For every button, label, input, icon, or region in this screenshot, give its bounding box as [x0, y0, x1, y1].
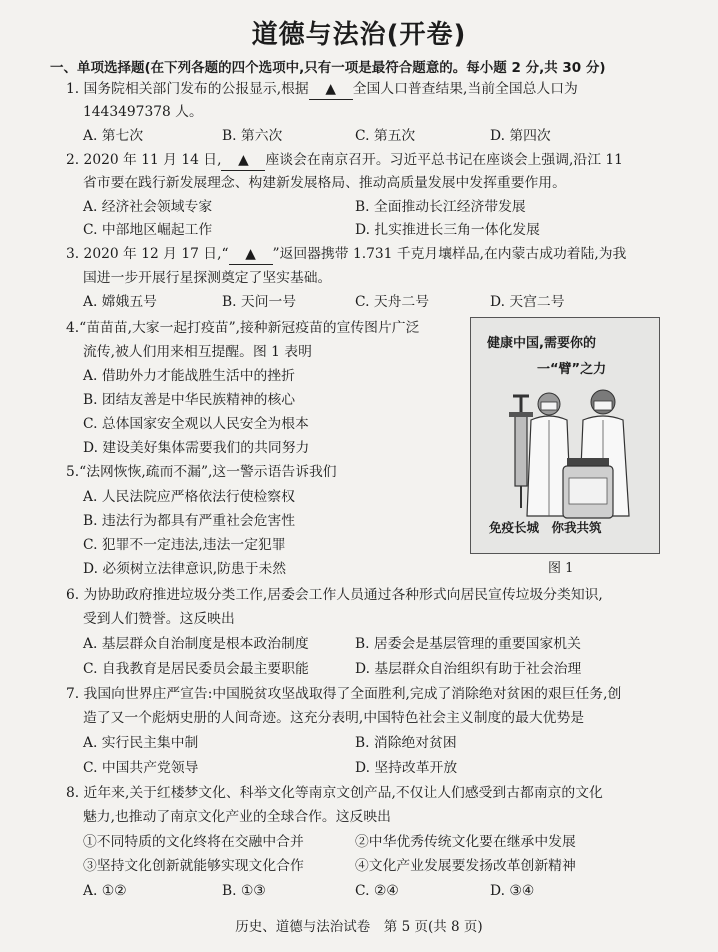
q6-option-d: D. 基层群众自治组织有助于社会治理 [355, 661, 582, 677]
q4-stem-line2: 流传,被人们用来相互提醒。图 1 表明 [83, 344, 312, 360]
q1-blank: ▲ [309, 79, 353, 100]
q4-option-c: C. 总体国家安全观以人民安全为根本 [83, 416, 309, 432]
q8-stem-line1: 8. 近年来,关于红楼梦文化、科举文化等南京文创产品,不仅让人们感受到古都南京的文化 [66, 785, 603, 801]
section-heading: 一、单项选择题(在下列各题的四个选项中,只有一项是最符合题意的。每小题 2 分,共 30 分) [50, 60, 606, 76]
q2-option-c: C. 中部地区崛起工作 [83, 222, 213, 238]
q7-option-b: B. 消除绝对贫困 [355, 735, 457, 751]
q1-option-a: A. 第七次 [83, 128, 144, 144]
q3-option-d: D. 天宫二号 [490, 294, 565, 310]
q8-statement-2: ②中华优秀传统文化要在继承中发展 [355, 834, 576, 850]
q3-blank: ▲ [229, 244, 273, 265]
q3-stem-pre: 3. 2020 年 12 月 17 日,“ [66, 246, 229, 262]
q6-option-a: A. 基层群众自治制度是根本政治制度 [83, 636, 309, 652]
vaccine-vial-icon [563, 458, 613, 518]
q6-option-c: C. 自我教育是居民委员会最主要职能 [83, 661, 309, 677]
page-title: 道德与法治(开卷) [251, 20, 467, 50]
q3-stem-line2: 国进一步开展行星探测奠定了坚实基础。 [83, 270, 332, 286]
q3-stem-post: ”返回器携带 1.731 千克月壤样品,在内蒙古成功着陆,为我 [272, 246, 627, 262]
poster-headline: 健康中国,需要你的 [487, 336, 596, 351]
figure-1-caption: 图 1 [548, 561, 574, 576]
q5-option-a: A. 人民法院应严格依法行使检察权 [83, 489, 295, 505]
q2-stem-pre: 2. 2020 年 11 月 14 日, [66, 152, 222, 168]
doctors-illustration [471, 376, 660, 526]
q3-option-b: B. 天问一号 [222, 294, 297, 310]
q7-option-a: A. 实行民主集中制 [83, 735, 199, 751]
q2-option-b: B. 全面推动长江经济带发展 [355, 199, 526, 215]
q4-stem-line1: 4.“苗苗苗,大家一起打疫苗”,接种新冠疫苗的宣传图片广泛 [66, 320, 420, 336]
q8-option-d: D. ③④ [490, 883, 535, 899]
q7-option-c: C. 中国共产党领导 [83, 760, 199, 776]
q5-option-b: B. 违法行为都具有严重社会危害性 [83, 513, 296, 529]
q1-option-c: C. 第五次 [355, 128, 416, 144]
q8-statement-3: ③坚持文化创新就能够实现文化合作 [83, 858, 304, 874]
q1-stem-line1 [66, 79, 578, 100]
q1-option-b: B. 第六次 [222, 128, 283, 144]
q5-option-d: D. 必须树立法律意识,防患于未然 [83, 561, 287, 577]
q6-stem-line1: 6. 为协助政府推进垃圾分类工作,居委会工作人员通过各种形式向居民宣传垃圾分类知识, [66, 587, 603, 603]
q4-option-d: D. 建设美好集体需要我们的共同努力 [83, 440, 310, 456]
q1-stem-pre: 1. 国务院相关部门发布的公报显示,根据 [66, 81, 309, 97]
q7-stem-line2: 造了又一个彪炳史册的人间奇迹。这充分表明,中国特色社会主义制度的最大优势是 [83, 710, 585, 726]
q8-statement-4: ④文化产业发展要发扬改革创新精神 [355, 858, 576, 874]
q8-stem-line2: 魅力,也推动了南京文化产业的全球合作。这反映出 [83, 809, 391, 825]
q3-option-a: A. 嫦娥五号 [83, 294, 157, 310]
q1-stem-post: 全国人口普查结果,当前全国总人口为 [352, 81, 578, 97]
page-footer: 历史、道德与法治试卷 第 5 页(共 8 页) [235, 919, 483, 935]
q2-option-a: A. 经济社会领域专家 [83, 199, 213, 215]
q6-stem-line2: 受到人们赞誉。这反映出 [83, 611, 235, 627]
q2-stem-line1 [66, 150, 623, 171]
poster-subline: 一“臂”之力 [537, 362, 607, 377]
q1-option-d: D. 第四次 [490, 128, 551, 144]
q2-blank: ▲ [221, 150, 265, 171]
q1-stem-line2: 1443497378 人。 [83, 104, 203, 120]
q7-stem-line1: 7. 我国向世界庄严宣告:中国脱贫攻坚战取得了全面胜利,完成了消除绝对贫困的艰巨任务,创 [66, 686, 622, 702]
q2-stem-line2: 省市要在践行新发展理念、构建新发展格局、推动高质量发展中发挥重要作用。 [83, 175, 566, 191]
q5-option-c: C. 犯罪不一定违法,违法一定犯罪 [83, 537, 286, 553]
q6-option-b: B. 居委会是基层管理的重要国家机关 [355, 636, 581, 652]
poster-slogan: 免疫长城 你我共筑 [489, 520, 602, 535]
q7-option-d: D. 坚持改革开放 [355, 760, 458, 776]
q8-statement-1: ①不同特质的文化终将在交融中合并 [83, 834, 304, 850]
q8-option-b: B. ①③ [222, 883, 266, 899]
q2-stem-post: 座谈会在南京召开。习近平总书记在座谈会上强调,沿江 11 [265, 152, 623, 168]
q4-option-b: B. 团结友善是中华民族精神的核心 [83, 392, 296, 408]
figure-1-vaccine-poster [470, 317, 660, 554]
q5-stem-line1: 5.“法网恢恢,疏而不漏”,这一警示语告诉我们 [66, 464, 337, 480]
q8-option-c: C. ②④ [355, 883, 399, 899]
q3-stem-line1 [66, 244, 626, 265]
q4-option-a: A. 借助外力才能战胜生活中的挫折 [83, 368, 295, 384]
q3-option-c: C. 天舟二号 [355, 294, 430, 310]
q8-option-a: A. ①② [83, 883, 127, 899]
q2-option-d: D. 扎实推进长三角一体化发展 [355, 222, 540, 238]
